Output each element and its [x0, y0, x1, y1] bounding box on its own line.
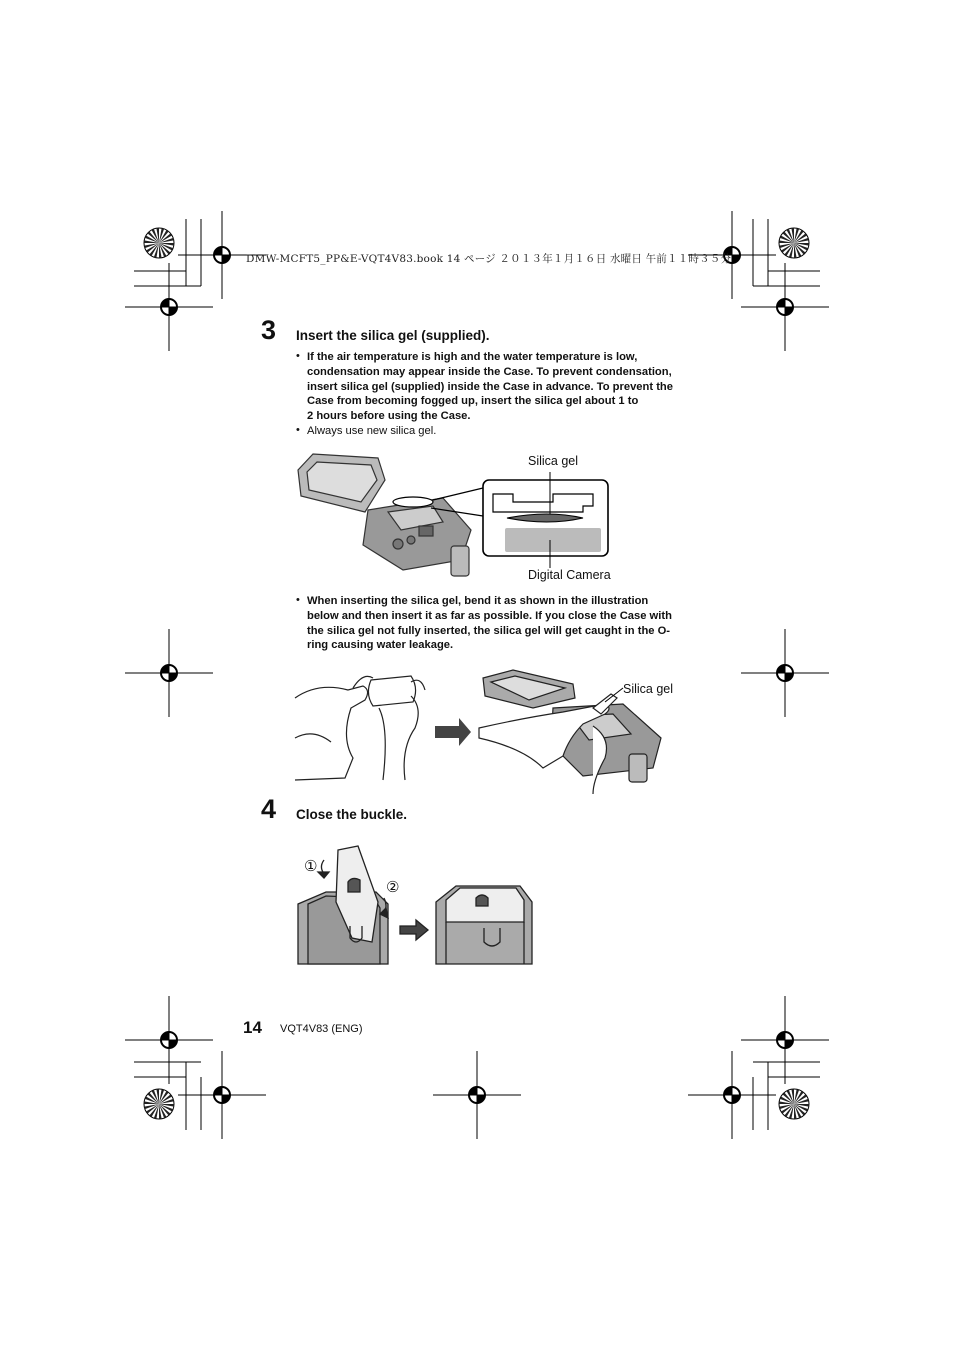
note-line: the silica gel not fully inserted, the silica gel will get caught in the O- — [307, 624, 671, 637]
note-line: If the air temperature is high and the water temperature is low, — [307, 351, 638, 363]
bullet-icon: • — [296, 350, 300, 362]
note-line: insert silica gel (supplied) inside the Case in advance. To prevent the — [307, 380, 673, 393]
starburst-target-icon — [144, 1089, 174, 1119]
note-line: Case from becoming fogged up, insert the silica gel about 1 to — [307, 395, 639, 408]
step-3-title: Insert the silica gel (supplied). — [296, 328, 490, 343]
step-4-title: Close the buckle. — [296, 807, 408, 822]
starburst-target-icon — [779, 228, 809, 258]
step-3-number: 3 — [261, 315, 277, 345]
marker-2: ② — [386, 878, 400, 896]
document-code: VQT4V83 (ENG) — [280, 1023, 363, 1035]
note-line: When inserting the silica gel, bend it as shown in the illustration — [307, 595, 649, 607]
note-line: ring causing water leakage. — [307, 639, 454, 652]
note-line: Always use new silica gel. — [307, 425, 437, 437]
marker-1: ① — [304, 857, 318, 875]
note-line: below and then insert it as far as possible. If you close the Case with — [307, 609, 672, 622]
note-new-silica — [296, 424, 707, 439]
bullet-icon: • — [296, 424, 300, 436]
starburst-target-icon — [779, 1089, 809, 1119]
print-header: DMW-MCFT5_PP&E-VQT4V83.book 14 ページ ２０１３年１月１６日 水曜日 午前１１時３５分 — [246, 253, 732, 265]
label-silica-gel-2: Silica gel — [623, 682, 674, 696]
label-silica-gel: Silica gel — [528, 454, 579, 468]
note-condensation — [296, 350, 707, 424]
note-insert-fully — [296, 594, 707, 653]
arrow-right-icon — [435, 718, 471, 746]
arrow-right-icon — [400, 920, 428, 940]
page-number: 14 — [243, 1018, 262, 1037]
starburst-target-icon — [144, 228, 174, 258]
label-digital-camera: Digital Camera — [528, 568, 611, 582]
bullet-icon: • — [296, 594, 300, 606]
note-line: condensation may appear inside the Case. To prevent condensation, — [307, 365, 672, 378]
note-line: 2 hours before using the Case. — [307, 410, 471, 423]
figure-close-buckle-illustration — [296, 842, 546, 966]
step-4-number: 4 — [261, 794, 277, 824]
